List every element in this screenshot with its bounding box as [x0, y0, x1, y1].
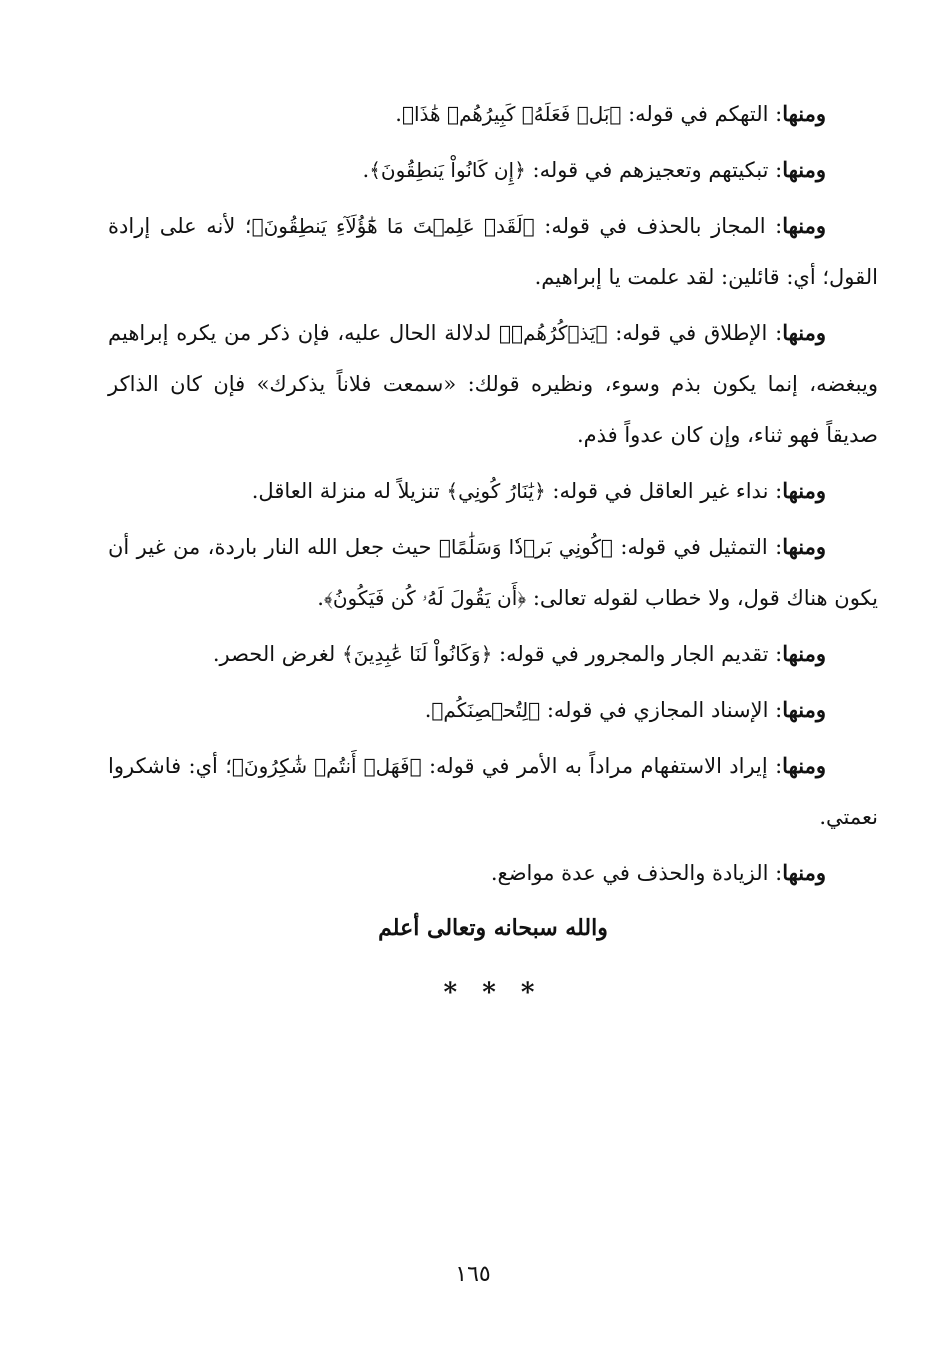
quran-quote: ﴿لِتُحۡصِنَكُم﴾ — [431, 698, 541, 722]
paragraph-lead: ومنها — [782, 213, 826, 238]
paragraph-lead: ومنها — [782, 534, 826, 559]
quran-quote: ﴿بَلۡ فَعَلَهُۥ كَبِيرُهُمۡ هَٰذَا﴾ — [401, 102, 622, 126]
paragraph-tail: . — [362, 158, 370, 182]
paragraph-1 — [108, 88, 878, 140]
page-number: ١٦٥ — [455, 1262, 491, 1287]
paragraph-10 — [108, 847, 878, 899]
paragraph-9 — [108, 740, 878, 843]
paragraph-4 — [108, 307, 878, 461]
paragraph-lead: ومنها — [782, 478, 826, 503]
paragraph-tail: لدلالة الحال عليه، فإن ذكر من يكره إبراهيم ويبغضه، إنما يكون بذم وسوء، ونظيره قولك: «سمعت فلاناً يذكرك» فإن كان الذاكر صديقاً فهو ثناء، وإن كان عدواً فذم. — [108, 321, 878, 447]
paragraph-text: : تبكيتهم وتعجيزهم في قوله: — [525, 158, 783, 182]
quran-quote: ﴿كُونِي بَرۡدٗا وَسَلَٰمًا﴾ — [438, 535, 613, 559]
paragraph-lead: ومنها — [782, 641, 826, 666]
paragraph-text: : الإطلاق في قوله: — [607, 321, 783, 345]
paragraph-text: : التهكم في قوله: — [621, 102, 783, 126]
paragraph-5 — [108, 465, 878, 517]
paragraph-text: : الزيادة والحذف في عدة مواضع. — [490, 861, 783, 885]
paragraph-text: : تقديم الجار والمجرور في قوله: — [492, 642, 783, 666]
paragraph-text: : إيراد الاستفهام مراداً به الأمر في قوله: — [421, 754, 783, 778]
quran-quote: ﴿وَكَانُواْ لَنَا عَٰبِدِينَ﴾ — [341, 642, 493, 666]
paragraph-tail: لغرض الحصر. — [212, 642, 342, 666]
paragraph-tail: . — [395, 102, 402, 126]
paragraph-tail-second: . — [317, 586, 324, 610]
paragraph-7 — [108, 628, 878, 680]
quran-quote-second: ﴿أَن يَقُولَ لَهُۥ كُن فَيَكُونُ﴾ — [323, 586, 527, 610]
page-body — [108, 88, 878, 1019]
paragraph-8 — [108, 684, 878, 736]
paragraph-6 — [108, 521, 878, 624]
quran-quote: ﴿لَقَدۡ عَلِمۡتَ مَا هَٰٓؤُلَآءِ يَنطِقُونَ﴾ — [251, 214, 535, 238]
paragraph-text: : نداء غير العاقل في قوله: — [545, 479, 783, 503]
paragraph-lead: ومنها — [782, 697, 826, 722]
quran-quote: ﴿يَٰنَارُ كُونِي﴾ — [446, 479, 546, 503]
paragraph-3 — [108, 200, 878, 303]
paragraph-text: : المجاز بالحذف في قوله: — [534, 214, 783, 238]
quran-quote: ﴿إِن كَانُواْ يَنطِقُونَ﴾ — [369, 158, 526, 182]
paragraph-tail: ؛ أي: فاشكروا نعمتي. — [108, 754, 878, 829]
paragraph-text: : التمثيل في قوله: — [612, 535, 783, 559]
section-separator: * * * — [443, 978, 543, 1008]
paragraph-tail: ؛ لأنه على إرادة القول؛ أي: قائلين: لقد علمت يا إبراهيم. — [108, 214, 878, 289]
paragraph-lead: ومنها — [782, 753, 826, 778]
paragraph-2 — [108, 144, 878, 196]
paragraph-lead: ومنها — [782, 320, 826, 345]
paragraph-tail: . — [424, 698, 432, 722]
quran-quote: ﴿يَذۡكُرُهُمۡ﴾ — [499, 321, 608, 345]
paragraph-tail: تنزيلاً له منزلة العاقل. — [251, 479, 447, 503]
paragraph-lead: ومنها — [782, 101, 826, 126]
paragraph-lead: ومنها — [782, 157, 826, 182]
paragraph-tail: حيث جعل الله النار باردة، من غير أن يكون هناك قول، ولا خطاب لقوله تعالى: — [108, 535, 878, 610]
paragraph-lead: ومنها — [782, 860, 826, 885]
closing-phrase: والله سبحانه وتعالى أعلم — [378, 915, 608, 941]
quran-quote: ﴿فَهَلۡ أَنتُمۡ شَٰكِرُونَ﴾ — [231, 754, 422, 778]
paragraph-text: : الإسناد المجازي في قوله: — [540, 698, 783, 722]
